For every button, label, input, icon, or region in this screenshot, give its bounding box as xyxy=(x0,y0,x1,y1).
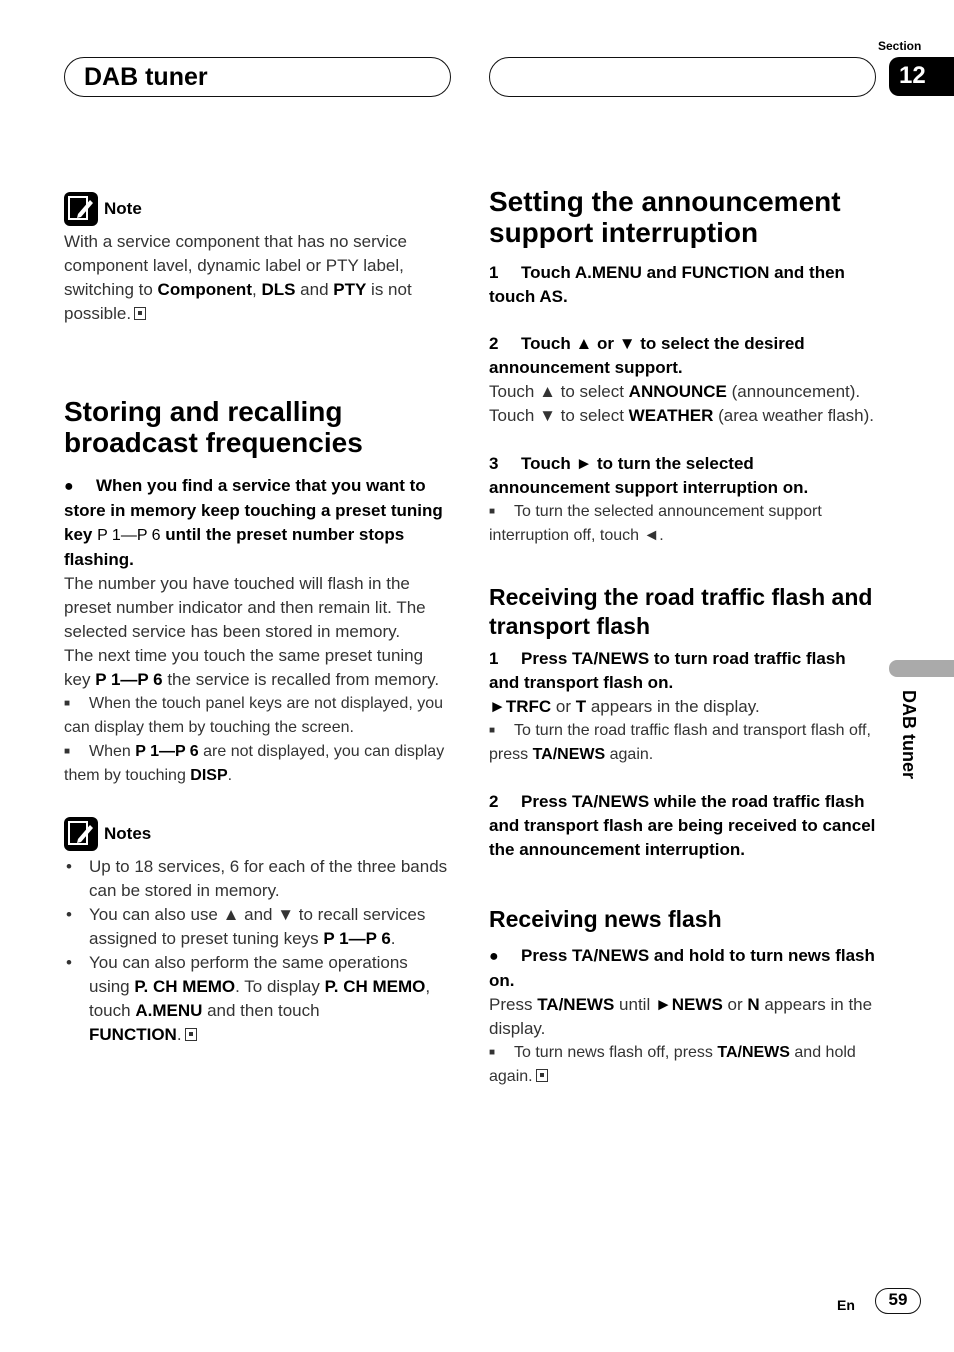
traffic-step-1-tip: ■ To turn the road traffic flash and transport flash off, press TA/NEWS again. xyxy=(489,719,879,767)
traffic-step-2: 2 Press TA/NEWS while the road traffic flash and transport flash are being received to cancel the announcement interruption. xyxy=(489,792,876,859)
bullet-icon: ● xyxy=(64,478,74,495)
square-bullet-icon: ■ xyxy=(489,506,496,517)
news-step: ● Press TA/NEWS and hold to turn news flash on. xyxy=(489,946,875,990)
note-header xyxy=(64,192,449,226)
announce-step-2: 2 Touch ▲ or ▼ to select the desired announcement support. xyxy=(489,334,805,377)
traffic-step-1-text: ►TRFC or T appears in the display. xyxy=(489,697,760,716)
list-item: • You can also use ▲ and ▼ to recall services assigned to preset tuning keys P 1—P 6. xyxy=(64,903,449,951)
language-label: En xyxy=(837,1297,855,1313)
square-bullet-icon: ■ xyxy=(489,725,496,736)
notes-header xyxy=(64,817,449,851)
end-mark-icon xyxy=(134,307,146,320)
bullet-icon: ● xyxy=(489,948,499,965)
news-tip: ■ To turn news flash off, press TA/NEWS and hold again. xyxy=(489,1041,879,1089)
section-label: Section xyxy=(878,39,922,53)
announcement-heading: Setting the announcement support interruption xyxy=(489,186,841,248)
end-mark-icon xyxy=(185,1028,197,1041)
notes-label: Notes xyxy=(104,824,152,843)
note-label: Note xyxy=(104,199,142,218)
storing-para-1: The number you have touched will flash in the preset number indicator and then remain lit. The selected service has been stored in memory. xyxy=(64,574,426,641)
announce-step-2-text: Touch ▲ to select ANNOUNCE (announcement). Touch ▼ to select WEATHER (area weather flash). xyxy=(489,382,874,425)
end-mark-icon xyxy=(536,1069,548,1082)
news-heading: Receiving news flash xyxy=(489,906,722,932)
pencil-note-icon xyxy=(64,817,98,851)
side-tab-label: DAB tuner xyxy=(899,690,919,779)
storing-step: ● When you find a service that you want to store in memory keep touching a preset tuning key P 1—P 6 until the preset number stops flashing. xyxy=(64,476,443,569)
list-item: • You can also perform the same operations using P. CH MEMO. To display P. CH MEMO, touch A.MENU and then touch FUNCTION. xyxy=(64,951,449,1047)
right-column xyxy=(489,186,879,1089)
square-bullet-icon: ■ xyxy=(64,746,71,757)
list-item: • Up to 18 services, 6 for each of the three bands can be stored in memory. xyxy=(64,855,449,903)
storing-tip-1: ■ When the touch panel keys are not displayed, you can display them by touching the screen. xyxy=(64,692,449,740)
pencil-note-icon xyxy=(64,192,98,226)
header-right-pill xyxy=(489,57,876,97)
storing-heading: Storing and recalling broadcast frequencies xyxy=(64,396,363,458)
page-number: 59 xyxy=(875,1288,921,1314)
square-bullet-icon: ■ xyxy=(489,1047,496,1058)
announce-step-3: 3 Touch ► to turn the selected announcement support interruption on. xyxy=(489,454,809,497)
page-section-title: DAB tuner xyxy=(84,63,208,91)
announce-step-3-tip: ■ To turn the selected announcement support interruption off, touch ◄. xyxy=(489,500,879,548)
square-bullet-icon: ■ xyxy=(64,698,71,709)
storing-para-2: The next time you touch the same preset tuning key P 1—P 6 the service is recalled from memory. xyxy=(64,646,440,689)
storing-tip-2: ■ When P 1—P 6 are not displayed, you can display them by touching DISP. xyxy=(64,740,449,788)
news-step-text: Press TA/NEWS until ►NEWS or N appears in the display. xyxy=(489,995,873,1038)
note-text: With a service component that has no service component lavel, dynamic label or PTY label, switching to Component, DLS and PTY is not possible. xyxy=(64,232,412,323)
traffic-step-1: 1 Press TA/NEWS to turn road traffic flash and transport flash on. xyxy=(489,649,846,692)
side-tab-marker xyxy=(889,660,954,677)
section-number-badge: 12 xyxy=(889,57,954,96)
notes-list xyxy=(64,855,449,1047)
announce-step-1: 1 Touch A.MENU and FUNCTION and then touch AS. xyxy=(489,263,845,306)
traffic-heading: Receiving the road traffic flash and transport flash xyxy=(489,584,873,639)
left-column xyxy=(64,192,449,1047)
